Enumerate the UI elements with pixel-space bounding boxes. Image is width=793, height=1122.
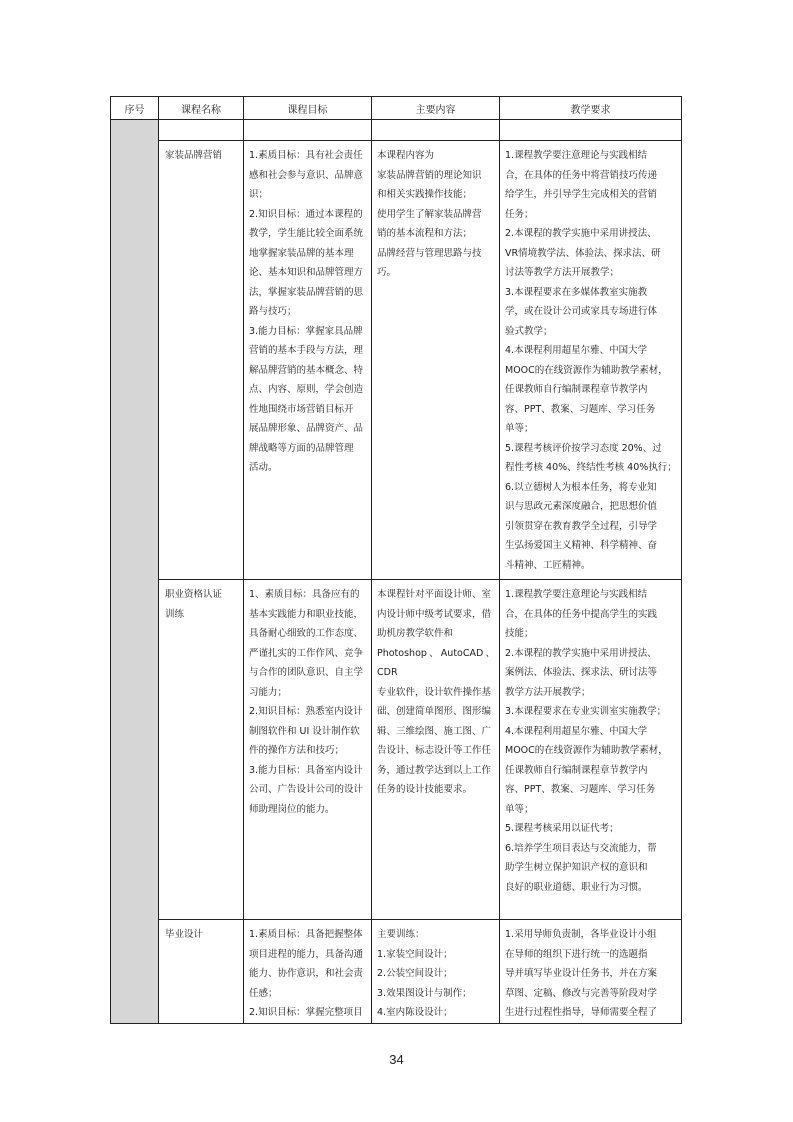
page-number: 34 (389, 1052, 404, 1067)
course-name: 职业资格认证 训练 (165, 589, 223, 620)
header-course-name: 课程名称 (159, 97, 244, 120)
header-main-content: 主要内容 (372, 97, 500, 120)
course-table (110, 96, 682, 1024)
main-content: 本课程内容为 家装品牌营销的理论知识 和相关实践操作技能； 使用学生了解家装品牌营 销的基本流程和方法； 品牌经营与管理思路与技 巧。 (377, 150, 482, 278)
course-name-cell (159, 141, 244, 580)
teaching-requirements: 1.课程教学要注意理论与实践相结 合，在具体的任务中将营销技巧传递 给学生，并引导学生完成相关的营销 任务； 2.本课程的教学实施中采用讲授法、 VR情境教学法、体验法、探求法、研 讨法等教学方法开展教学； 3.本课程要求在多媒体教室实施教 学，或在设计公司或家具专场进行体 验式教学； 4.本课程利用超星尔雅、中国大学 MOOC的在线资源作为辅助教学素材， 任课教师自行编制课程章节教学内 容、PPT、教案、习题库、学习任务 单等； 5.课程考核评价按学习态度 20%、过 程性考核 40%、终结性考核 40%执行； 6.以立德树人为根本任务，将专业知 识与思政元素深度融合，把思想价值 引领贯穿在教育教学全过程，引导学 生弘扬爱国主义精神、科学精神、奋 斗精神、工匠精神。 (505, 150, 677, 571)
course-goal: 1、素质目标：具备应有的 基本实践能力和职业技能， 具备耐心细致的工作态度、 严谨扎实的工作作风、竞争 与合作的团队意识、自主学 习能力； 2.知识目标：熟悉室内设计 制图软件和 UI 设计制作软 件的操作方法和技巧； 3.能力目标：具备室内设计 公司、广告设计公司的设计 师助理岗位的能力。 (249, 589, 364, 815)
teaching-requirements: 1.采用导师负责制，各毕业设计小组 在导师的组织下进行统一的选题指 导并填写毕业设计任务书，并在方案 草图、定稿、修改与完善等阶段对学 生进行过程性指导，导师需要全程了 (505, 929, 658, 1018)
course-goal-cell (244, 580, 372, 920)
course-name: 毕业设计 (165, 929, 204, 940)
main-content: 主要训练： 1.家装空间设计； 2.公装空间设计； 3.效果图设计与制作； 4.室内陈设设计； (377, 929, 472, 1018)
table-row (111, 580, 682, 920)
teaching-req-cell (500, 580, 682, 920)
spacer-cell (500, 120, 682, 141)
table-row (111, 141, 682, 580)
table-row (111, 920, 682, 1024)
main-content-cell (372, 141, 500, 580)
teaching-req-cell (500, 141, 682, 580)
course-name-cell (159, 580, 244, 920)
header-teaching-requirements: 教学要求 (500, 97, 682, 120)
course-goal-cell (244, 920, 372, 1024)
header-seq: 序号 (111, 97, 159, 120)
main-content-cell (372, 580, 500, 920)
course-name: 家装品牌营销 (165, 150, 223, 161)
teaching-requirements: 1.课程教学要注意理论与实践相结 合，在具体的任务中提高学生的实践 技能； 2.本课程的教学实施中采用讲授法、 案例法、体验法、探求法、研讨法等 教学方法开展教学； 3.本课程要求在专业实训室实施教学； 4.本课程利用超星尔雅、中国大学 MOOC的在线资源作为辅助教学素材， 任课教师自行编制课程章节教学内 容、PPT、教案、习题库、学习任务 单等； 5.课程考核采用以证代考； 6.培养学生项目表达与交流能力，帮 助学生树立保护知识产权的意识和 良好的职业道德、职业行为习惯。 (505, 589, 668, 893)
course-name-cell (159, 920, 244, 1024)
main-content-cell (372, 920, 500, 1024)
table-spacer-row (111, 120, 682, 141)
course-goal-cell (244, 141, 372, 580)
main-content: 本课程针对平面设计师、室 内设计师中级考试要求，借 助机房教学软件和 Photoshop、AutoCAD、CDR 专业软件，设计软件操作基 础、创建简单图形、图形编 辑、三维绘图、施工图、广 告设计、标志设计等工作任 务，通过教学达到以上工作 任务的设计技能要求。 (377, 589, 495, 795)
course-goal: 1.素质目标：具有社会责任 感和社会参与意识、品牌意 识； 2.知识目标：通过本课程的 教学，学生能比较全面系统 地掌握家装品牌的基本理 论、基本知识和品牌管理方 法，掌握家装品牌营销的思 路与技巧； 3.能力目标：掌握家具品牌 营销的基本手段与方法，理 解品牌营销的基本概念、特 点、内容、原则，学会创造 性地围绕市场营销目标开 展品牌形象、品牌资产、品 牌战略等方面的品牌管理 活动。 (249, 150, 364, 473)
spacer-cell (372, 120, 500, 141)
seq-cell-shaded (111, 120, 159, 1024)
spacer-cell (244, 120, 372, 141)
course-goal: 1.素质目标：具备把握整体 项目进程的能力，具备沟通 能力、协作意识，和社会责 任感； 2.知识目标：掌握完整项目 (249, 929, 364, 1018)
teaching-req-cell (500, 920, 682, 1024)
spacer-cell (159, 120, 244, 141)
header-course-goal: 课程目标 (244, 97, 372, 120)
table-header-row (111, 97, 682, 120)
